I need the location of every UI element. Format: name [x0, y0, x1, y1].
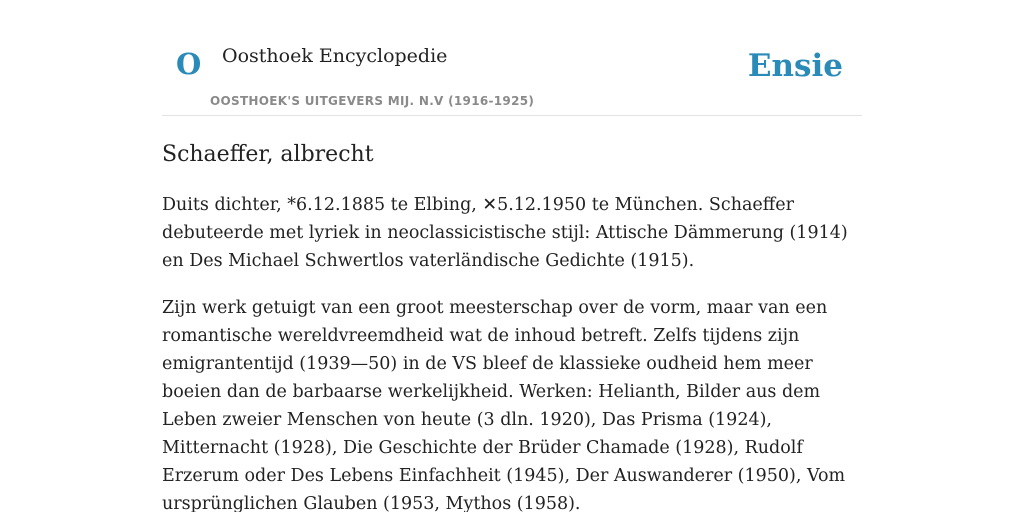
content-column: [162, 0, 862, 512]
entry-paragraph: Zijn werk getuigt van een groot meesterschap over de vorm, maar van een romantische wereldvreemdheid wat de inhoud betreft. Zelfs tijdens zijn emigrantentijd (1939—50) in de VS bleef de klassieke oudheid hem meer boeien dan de barbaarse werkelijkheid. Werken: Helianth, Bilder aus dem Leben zweier Menschen von heute (3 dln. 1920), Das Prisma (1924), Mitternacht (1928), Die Geschichte der Brüder Chamade (1928), Rudolf Erzerum oder Des Lebens Einfachheit (1945), Der Auswanderer (1950), Vom ursprünglichen Glauben (1953, Mythos (1958).: [162, 297, 846, 512]
ensie-logo-link[interactable]: Ensie: [747, 48, 843, 84]
publisher-label: OOSTHOEK'S UITGEVERS MIJ. N.V (1916-1925): [210, 94, 535, 108]
publication-title[interactable]: Oosthoek Encyclopedie: [222, 45, 448, 67]
entry-body: [162, 191, 862, 512]
entry-title: Schaeffer, albrecht: [162, 142, 374, 167]
publication-logo: O: [176, 47, 202, 81]
header: [162, 0, 862, 116]
entry-paragraph: Duits dichter, *6.12.1885 te Elbing, ✕5.12.1950 te München. Schaeffer debuteerde met lyriek in neoclassicistische stijl: Attische Dämmerung (1914) en Des Michael Schwertlos vaterländische Gedichte (1915).: [162, 194, 848, 271]
